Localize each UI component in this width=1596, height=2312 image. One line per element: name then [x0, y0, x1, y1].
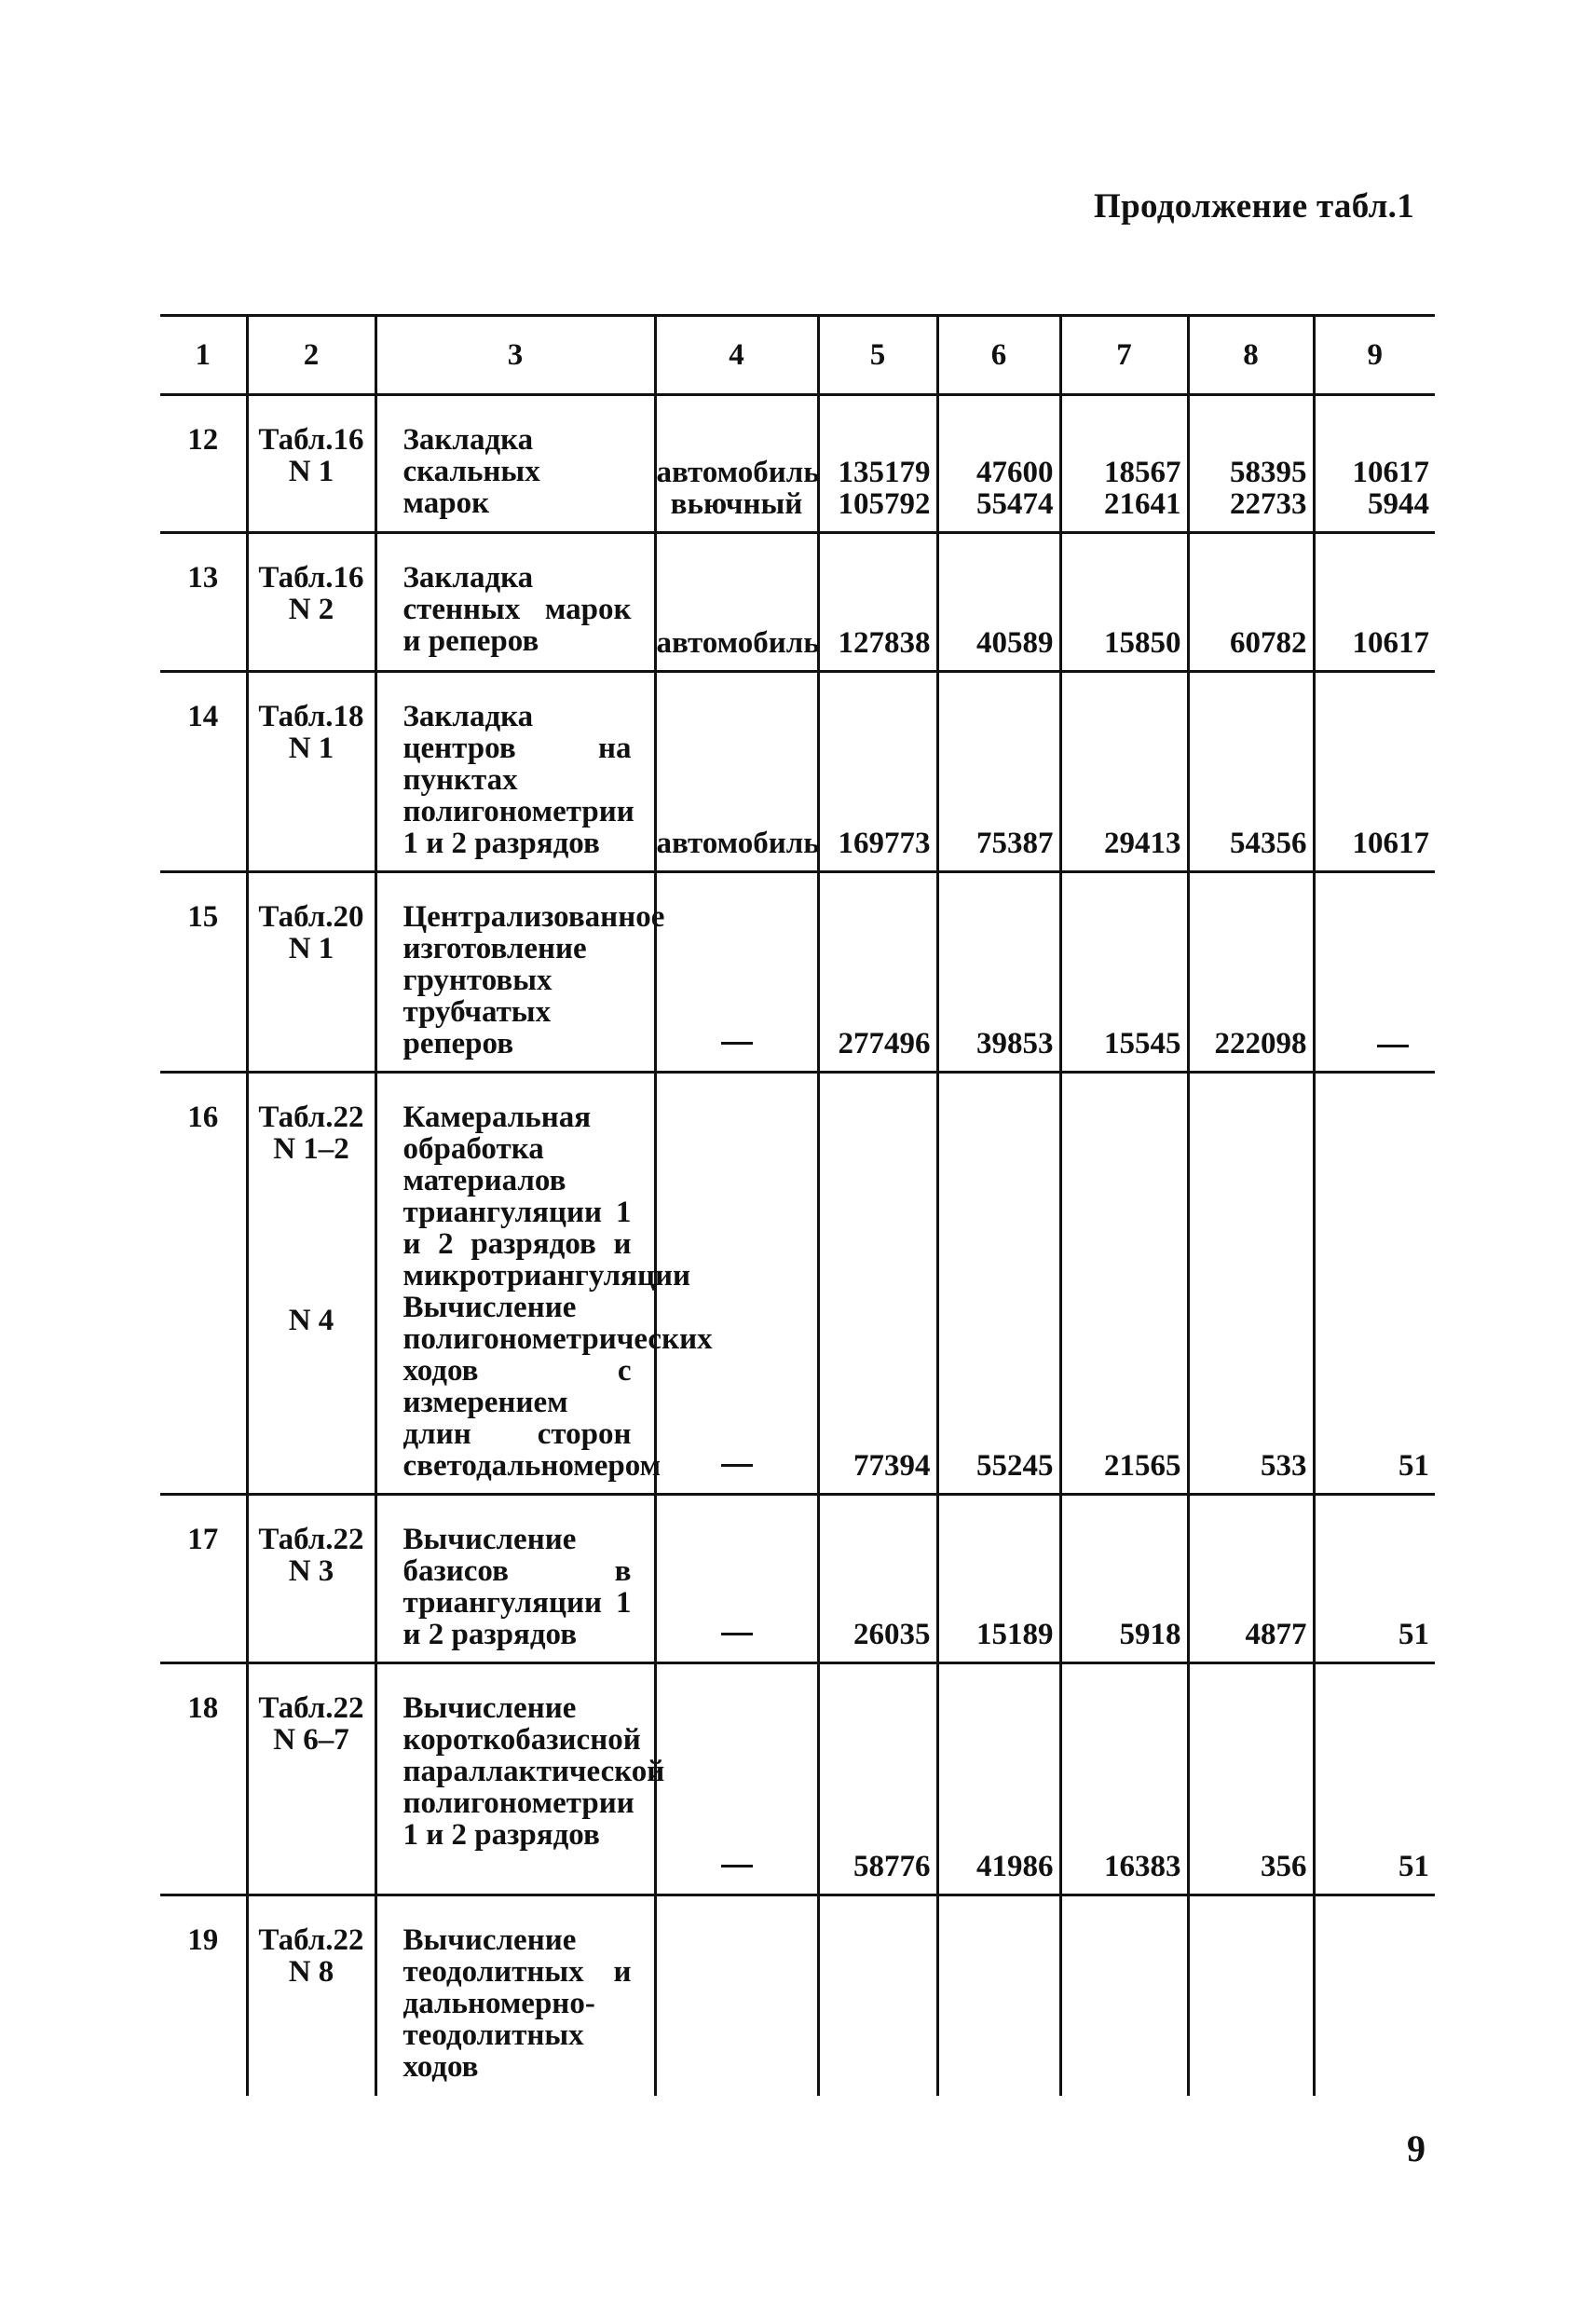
table-reference: Табл.16 N 2: [247, 533, 375, 672]
transport-type: [655, 1495, 818, 1663]
row-number: 15: [160, 872, 247, 1073]
work-description: Вычисление базисов в триангуляции 1 и 2 разрядов: [375, 1495, 655, 1663]
table-reference: Табл.22 N 6–7: [247, 1663, 375, 1895]
row-number: 12: [160, 395, 247, 533]
table-reference: Табл.22 N 1–2 N 4: [247, 1073, 375, 1495]
column-header: 9: [1314, 316, 1435, 395]
work-description: Закладка стенных марок и реперов: [375, 533, 655, 672]
value-col-6: 75387: [937, 672, 1060, 872]
value-col-9: 51: [1314, 1495, 1435, 1663]
value-col-7: 21565: [1060, 1073, 1188, 1495]
value-col-8: 356: [1188, 1663, 1314, 1895]
value-col-9: 51: [1314, 1073, 1435, 1495]
value-col-6: 41986: [937, 1663, 1060, 1895]
value-col-5: 26035: [818, 1495, 937, 1663]
value-col-7: 5918: [1060, 1495, 1188, 1663]
work-description: Вычисление короткобазисной параллактической полигонометрии 1 и 2 разрядов: [375, 1663, 655, 1895]
transport-type: автомобиль: [655, 533, 818, 672]
transport-type: автомобиль: [655, 672, 818, 872]
value-col-7: 16383: [1060, 1663, 1188, 1895]
value-col-7: 15850: [1060, 533, 1188, 672]
table-reference: Табл.22 N 3: [247, 1495, 375, 1663]
row-number: 18: [160, 1663, 247, 1895]
row-number: 17: [160, 1495, 247, 1663]
column-header: 2: [247, 316, 375, 395]
transport-type: [655, 1895, 818, 2096]
table-reference: Табл.18 N 1: [247, 672, 375, 872]
value-col-5: 135179 105792: [818, 395, 937, 533]
column-header: 5: [818, 316, 937, 395]
dash-mark: [721, 1865, 753, 1867]
value-col-5: 127838: [818, 533, 937, 672]
value-col-5: 58776: [818, 1663, 937, 1895]
table-row: [160, 1663, 1435, 1895]
row-number: 16: [160, 1073, 247, 1495]
value-col-8: 533: [1188, 1073, 1314, 1495]
column-header: 3: [375, 316, 655, 395]
column-header: 1: [160, 316, 247, 395]
value-col-7: 15545: [1060, 872, 1188, 1073]
value-col-5: 77394: [818, 1073, 937, 1495]
table-row: [160, 1495, 1435, 1663]
value-col-6: 55245: [937, 1073, 1060, 1495]
table-row: [160, 395, 1435, 533]
value-col-5: 277496: [818, 872, 937, 1073]
value-col-7: [1060, 1895, 1188, 2096]
value-col-8: 60782: [1188, 533, 1314, 672]
value-col-5: 169773: [818, 672, 937, 872]
value-col-6: 47600 55474: [937, 395, 1060, 533]
value-col-9: [1314, 1895, 1435, 2096]
row-number: 14: [160, 672, 247, 872]
transport-type: [655, 1663, 818, 1895]
value-col-8: 4877: [1188, 1495, 1314, 1663]
value-col-6: 39853: [937, 872, 1060, 1073]
transport-type: [655, 872, 818, 1073]
value-col-8: 58395 22733: [1188, 395, 1314, 533]
page-number: 9: [1407, 2127, 1425, 2169]
value-col-8: 222098: [1188, 872, 1314, 1073]
column-header: 4: [655, 316, 818, 395]
row-number: 13: [160, 533, 247, 672]
table-row: [160, 872, 1435, 1073]
value-col-6: 15189: [937, 1495, 1060, 1663]
value-col-8: [1188, 1895, 1314, 2096]
table-reference: Табл.16 N 1: [247, 395, 375, 533]
value-col-5: [818, 1895, 937, 2096]
table-reference: Табл.22 N 8: [247, 1895, 375, 2096]
transport-type: автомобиль вьючный: [655, 395, 818, 533]
value-col-9: 10617: [1314, 672, 1435, 872]
work-description: Централизованное изготовление грунтовых трубчатых реперов: [375, 872, 655, 1073]
dash-mark: [721, 1042, 753, 1045]
table-row: [160, 1895, 1435, 2096]
table-row: [160, 1073, 1435, 1495]
dash-mark: [721, 1464, 753, 1467]
table-continuation-title: Продолжение табл.1: [1094, 187, 1414, 226]
value-col-6: [937, 1895, 1060, 2096]
table-reference: Табл.20 N 1: [247, 872, 375, 1073]
value-col-8: 54356: [1188, 672, 1314, 872]
value-col-9: 10617 5944: [1314, 395, 1435, 533]
value-col-6: 40589: [937, 533, 1060, 672]
work-description: Камеральная обработка материалов триангуляции 1 и 2 разрядов и микротриангуляции Вычисление полигонометрических ходов с измерением длин сторон светодальномером: [375, 1073, 655, 1495]
work-description: Закладка центров на пунктах полигонометрии 1 и 2 разрядов: [375, 672, 655, 872]
column-header: 7: [1060, 316, 1188, 395]
work-description: Закладка скальных марок: [375, 395, 655, 533]
dash-mark: [721, 1633, 753, 1635]
row-number: 19: [187, 1923, 219, 1957]
work-description: Вычисление теодолитных и дальномерно-теодолитных ходов: [375, 1895, 655, 2096]
value-col-9: [1314, 872, 1435, 1073]
header-row: [160, 316, 1435, 395]
value-col-9: 10617: [1314, 533, 1435, 672]
value-col-7: 29413: [1060, 672, 1188, 872]
data-table: [160, 314, 1435, 2096]
dash-mark: [1377, 1045, 1409, 1047]
value-col-9: 51: [1314, 1663, 1435, 1895]
column-header: 8: [1188, 316, 1314, 395]
value-col-7: 18567 21641: [1060, 395, 1188, 533]
table-row: [160, 533, 1435, 672]
column-header: 6: [937, 316, 1060, 395]
table-row: [160, 672, 1435, 872]
